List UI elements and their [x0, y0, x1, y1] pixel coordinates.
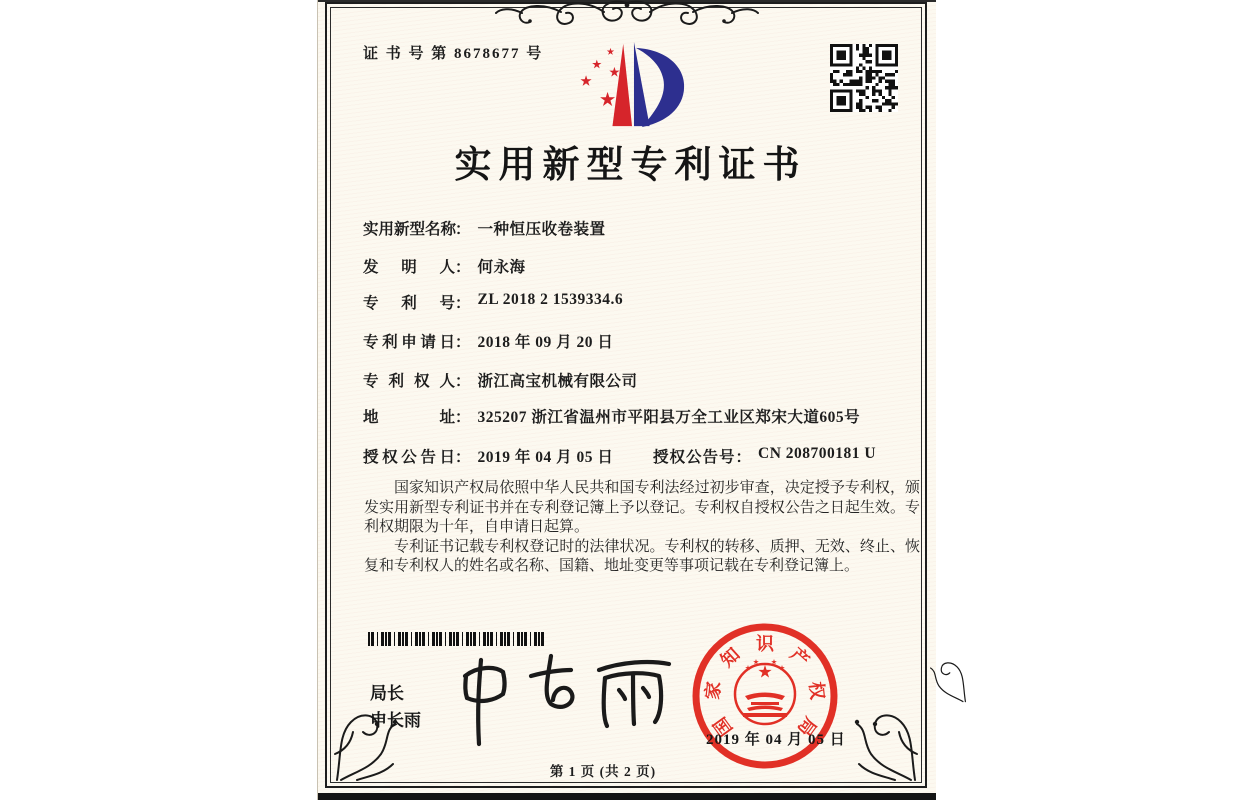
field-row-patent-no: 专利号： ZL 2018 2 1539334.6 — [363, 291, 624, 312]
field-value: 2018 年 09 月 20 日 — [477, 334, 614, 351]
certificate-paper — [318, 0, 936, 800]
signer-name: 申长雨 — [370, 711, 421, 730]
legal-paragraph-2: 专利证书记载专利权登记时的法律状况。专利权的转移、质押、无效、终止、恢复和专利权人的姓名或名称、国籍、地址变更等事项记载在专利登记簿上。 — [364, 538, 920, 574]
field-label: 专利号 — [363, 295, 455, 312]
bottom-right-flourish — [841, 684, 921, 784]
field-value: CN 208700181 U — [758, 445, 877, 462]
field-label: 专利权人 — [363, 373, 455, 390]
cnipa-logo-icon — [568, 40, 698, 130]
svg-text:家: 家 — [702, 680, 725, 701]
field-row-grant-date: 授权公告日： 2019 年 04 月 05 日 授权公告号： CN 208700181 U — [363, 445, 877, 466]
certificate-title: 实用新型专利证书 — [454, 145, 807, 186]
legal-paragraph-1: 国家知识产权局依照中华人民共和国专利法经过初步审查，决定授予专利权，颁发实用新型专利证书并在专利登记簿上予以登记。专利权自授权公告之日起生效。专利权期限为十年，自申请日起算。 — [364, 480, 920, 535]
right-edge-flourish — [921, 644, 969, 704]
field-label: 授权公告号 — [653, 449, 736, 466]
field-row-address: 地址： 325207 浙江省温州市平阳县万全工业区郑宋大道605号 — [363, 405, 923, 427]
signer-title: 局长 — [370, 684, 404, 703]
handwritten-signature-icon — [453, 648, 683, 748]
field-label: 实用新型名称 — [363, 221, 457, 238]
seal-date: 2019 年 04 月 05 日 — [706, 732, 846, 748]
cnipa-red-seal-icon — [685, 616, 845, 776]
field-value: 何永海 — [477, 259, 526, 276]
field-label: 地址 — [363, 409, 455, 426]
page-number: 第 1 页 (共 2 页) — [549, 764, 657, 779]
field-label: 授权公告日 — [363, 449, 455, 466]
legal-text — [364, 479, 920, 577]
national-emblem-icon — [735, 659, 795, 724]
qr-code-icon — [830, 44, 898, 112]
field-value: 2019 年 04 月 05 日 — [477, 449, 614, 466]
barcode-icon — [368, 632, 546, 646]
field-value: 浙江高宝机械有限公司 — [477, 373, 638, 390]
svg-text:权: 权 — [805, 680, 828, 701]
svg-text:知: 知 — [716, 643, 744, 671]
field-label: 发明人 — [363, 259, 455, 276]
field-value: 325207 浙江省温州市平阳县万全工业区郑宋大道605号 — [477, 409, 861, 426]
field-row-filing-date: 专利申请日： 2018 年 09 月 20 日 — [363, 330, 923, 352]
svg-text:产: 产 — [786, 643, 814, 671]
field-value: 一种恒压收卷装置 — [477, 221, 606, 238]
field-value: ZL 2018 2 1539334.6 — [477, 291, 624, 308]
field-grant-number: 授权公告号： CN 208700181 U — [653, 445, 877, 466]
certificate-number: 证 书 号 第 8678677 号 — [363, 46, 544, 62]
svg-text:识: 识 — [756, 634, 774, 654]
signer-block — [370, 680, 421, 734]
field-row-inventor: 发明人： 何永海 — [363, 255, 923, 277]
top-ornament-flourish — [492, 0, 762, 31]
field-row-name: 实用新型名称： 一种恒压收卷装置 — [363, 217, 923, 239]
svg-text:国: 国 — [709, 713, 737, 740]
paper-bottom-edge — [318, 793, 936, 800]
field-label: 专利申请日 — [363, 334, 455, 351]
svg-text:局: 局 — [793, 713, 821, 740]
field-row-patentee: 专利权人： 浙江高宝机械有限公司 — [363, 369, 923, 391]
